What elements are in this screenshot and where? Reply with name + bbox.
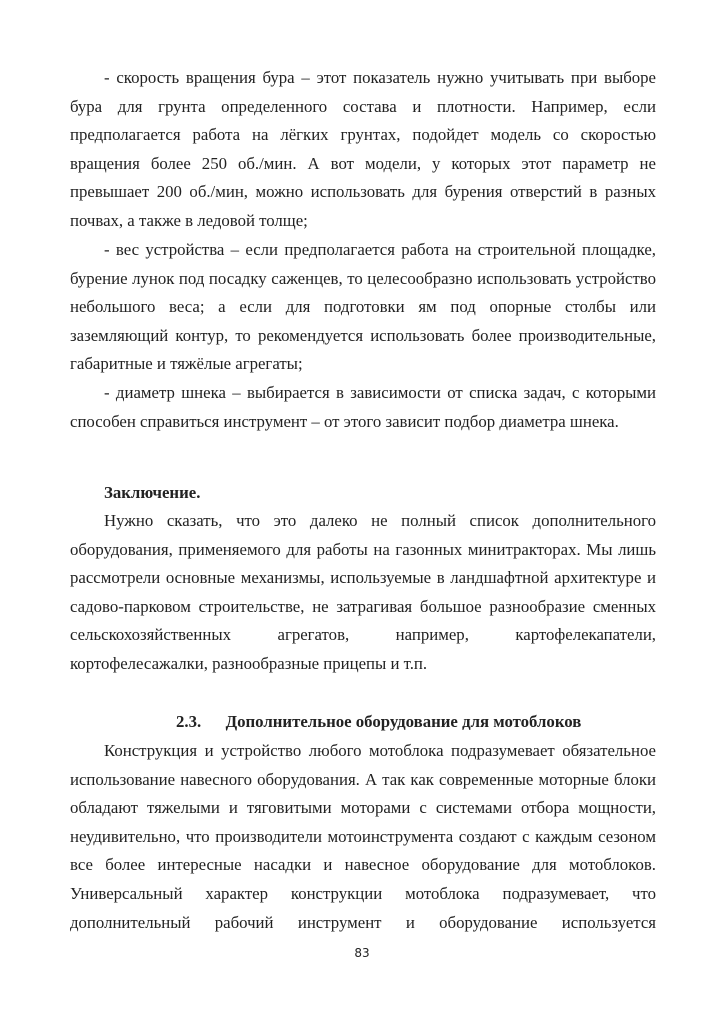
section-paragraph: Конструкция и устройство любого мотоблока подразумевает обязательное использование навесного оборудования. А так как современные моторные блоки обладают тяжелыми и тяговитыми моторами с системами отбора мощности, неудивительно, что производители мотоинструмента создают с каждым сезоном все более интересные насадки и навесное оборудование для мотоблоков. Универсальный характер конструкции мотоблока подразумевает, что дополнительный рабочий инструмент и оборудование используется — [70, 741, 656, 932]
paragraph-device-weight: - вес устройства – если предполагается работа на строительной площадке, бурение лунок под посадку саженцев, то целесообразно использовать устройство небольшого веса; а если для подготовки ям под опорные столбы или заземляющий контур, то рекомендуется использовать более производительные, габаритные и тяжёлые агрегаты; — [70, 240, 656, 374]
page-number: 83 — [354, 946, 370, 960]
conclusion-paragraph: Нужно сказать, что это далеко не полный список дополнительного оборудования, применяемого для работы на газонных минитракторах. Мы лишь рассмотрели основные механизмы, используемые в ландшафтной архитектуре и садово-парковом строительстве, не затрагивая большое разнообразие сменных сельскохозяйственных агрегатов, например, картофелекапатели, кортофелесажалки, разнообразные прицепы и т.п. — [70, 511, 656, 673]
section-heading — [70, 708, 656, 737]
paragraph-drill-speed: - скорость вращения бура – этот показатель нужно учитывать при выборе бура для грунта определенного состава и плотности. Например, если предполагается работа на лёгких грунтах, подойдет модель со скоростью вращения более 250 об./мин. А вот модели, у которых этот параметр не превышает 200 об./мин, можно использовать для бурения отверстий в разных почвах, а также в ледовой толще; — [70, 68, 656, 230]
section-number: 2.3. — [176, 712, 202, 731]
section-title: Дополнительное оборудование для мотоблоков — [225, 712, 582, 731]
paragraph-auger-diameter: - диаметр шнека – выбирается в зависимости от списка задач, с которыми способен справиться инструмент – от этого зависит подбор диаметра шнека. — [70, 383, 656, 431]
conclusion-heading: Заключение. — [104, 483, 201, 502]
